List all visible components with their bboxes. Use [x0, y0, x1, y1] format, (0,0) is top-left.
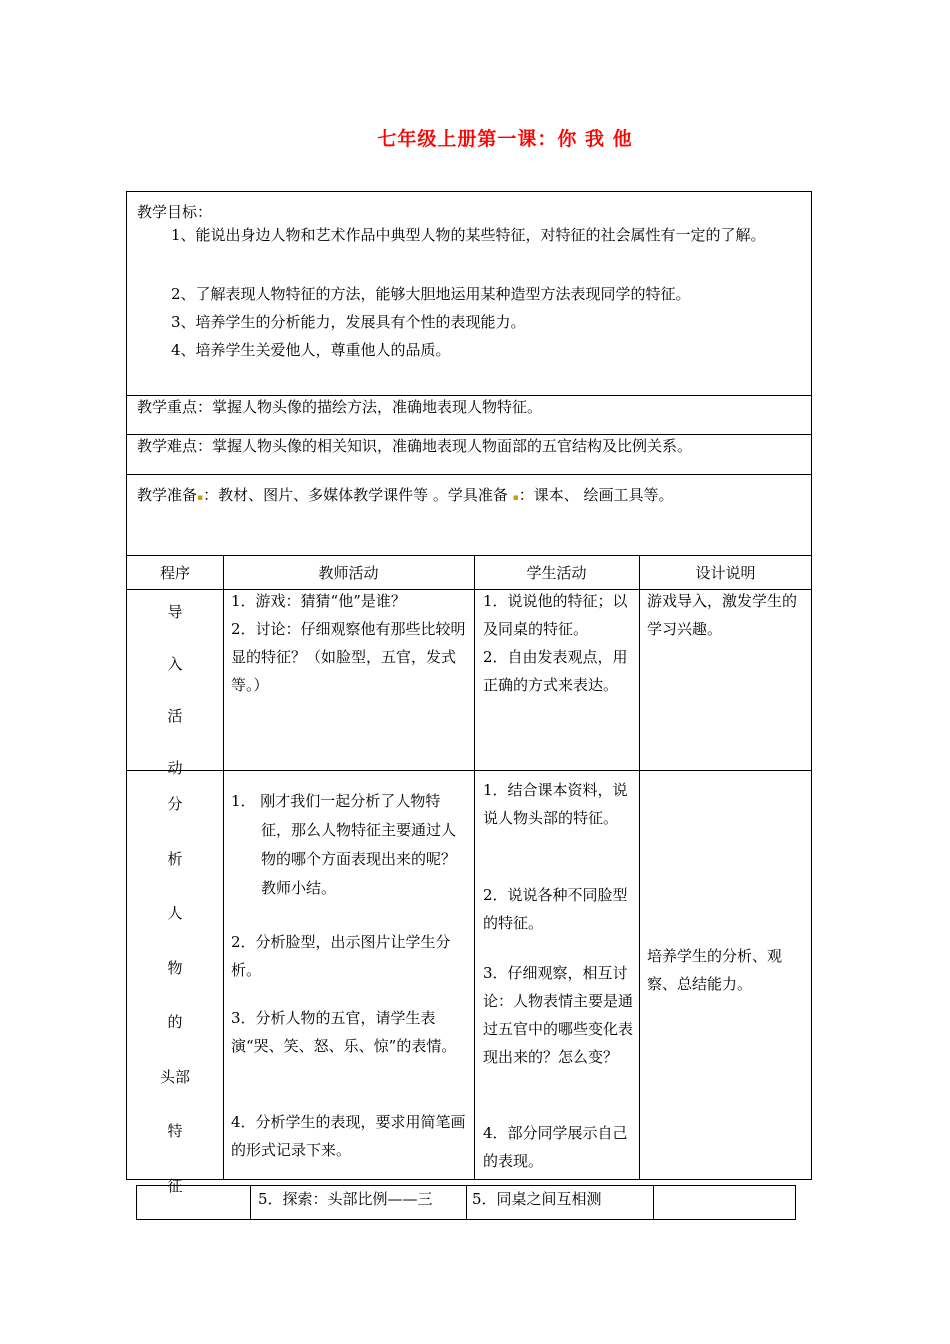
key-point-section	[126, 395, 812, 435]
preparation-section	[126, 474, 812, 556]
stage-char: 入	[167, 655, 183, 673]
objectives-label: 教学目标：	[137, 203, 213, 221]
stage-char: 头部	[159, 1067, 190, 1086]
stage-char: 分	[167, 795, 183, 813]
row2-teacher-2: 2．分析脸型，出示图片让学生分析。	[231, 933, 451, 979]
header-design: 设计说明	[695, 564, 756, 582]
header-teacher: 教师活动	[318, 564, 379, 582]
difficulty-section	[126, 434, 812, 475]
objectives-section	[126, 191, 812, 396]
row2-student-2: 2．说说各种不同脸型的特征。	[483, 886, 628, 932]
preparation-student-items: ：课本、 绘画工具等。	[518, 486, 674, 504]
student-item: 2．自由发表观点，用正确的方式来表达。	[483, 648, 628, 694]
objective-item-2: 2、了解表现人物特征的方法，能够大胆地运用某种造型方法表现同学的特征。	[171, 285, 691, 303]
mark-dot-icon: ▪	[197, 493, 204, 503]
page-title: 七年级上册第一课：你 我 他	[377, 128, 633, 150]
continued-table	[136, 1185, 796, 1220]
row2-student-1: 1．结合课本资料，说说人物头部的特征。	[483, 781, 628, 827]
objective-item-4: 4、培养学生关爱他人，尊重他人的品质。	[171, 341, 451, 359]
teacher-item: 2．讨论：仔细观察他有那些比较明显的特征？（如脸型，五官，发式等。）	[231, 620, 466, 694]
row2-teacher-3: 3．分析人物的五官，请学生表演“哭、笑、怒、乐、惊”的表情。	[231, 1009, 457, 1055]
row2-teacher-4: 4．分析学生的表现，要求用简笔画的形式记录下来。	[231, 1113, 466, 1159]
mark-dot-icon: ▪	[512, 493, 519, 503]
activity-table	[126, 555, 812, 1195]
stage-char: 物	[167, 958, 183, 977]
stage-char: 特	[167, 1122, 183, 1140]
stage-char: 的	[167, 1013, 183, 1031]
stage-char: 人	[167, 904, 183, 922]
row1-stage	[127, 586, 223, 794]
row1-student	[483, 587, 635, 699]
difficulty-text: 教学难点：掌握人物头像的相关知识，准确地表现人物面部的五官结构及比例关系。	[137, 437, 693, 455]
row1-design: 游戏导入，激发学生的学习兴趣。	[647, 592, 798, 638]
preparation-text	[137, 481, 674, 512]
preparation-teacher-items: ：教材、图片、多媒体教学课件等 。学具准备	[203, 486, 513, 504]
row2-student-3: 3．仔细观察，相互讨论：人物表情主要是通过五官中的哪些变化表现出来的？怎么变？	[483, 964, 634, 1066]
student-item: 1．说说他的特征；以及同桌的特征。	[483, 592, 628, 638]
stage-char: 导	[167, 603, 183, 621]
row2-stage	[127, 777, 223, 1213]
continued-teacher: 5．探索：头部比例——三	[258, 1190, 433, 1208]
row2-student-4: 4．部分同学展示自己的表现。	[483, 1124, 628, 1170]
stage-char: 活	[167, 707, 183, 725]
objective-item-1: 1、能说出身边人物和艺术作品中典型人物的某些特征，对特征的社会属性有一定的了解。	[171, 226, 766, 244]
stage-char: 动	[167, 759, 183, 777]
teacher-item: 1．游戏：猜猜“他”是谁？	[231, 592, 406, 610]
stage-char: 析	[167, 849, 183, 868]
row2-design: 培养学生的分析、观察、总结能力。	[647, 947, 783, 993]
header-stage: 程序	[159, 564, 190, 582]
continued-student: 5．同桌之间互相测	[472, 1190, 602, 1208]
preparation-label: 教学准备	[137, 486, 198, 504]
stage-char: 征	[167, 1176, 183, 1195]
objective-item-3: 3、培养学生的分析能力，发展具有个性的表现能力。	[171, 313, 526, 331]
row1-teacher	[231, 587, 467, 699]
header-student: 学生活动	[526, 564, 587, 582]
key-point-text: 教学重点：掌握人物头像的描绘方法，准确地表现人物特征。	[137, 398, 543, 416]
row2-teacher-1: 1． 刚才我们一起分析了人物特征，那么人物特征主要通过人物的哪个方面表现出来的呢？教师小结。	[231, 792, 457, 897]
